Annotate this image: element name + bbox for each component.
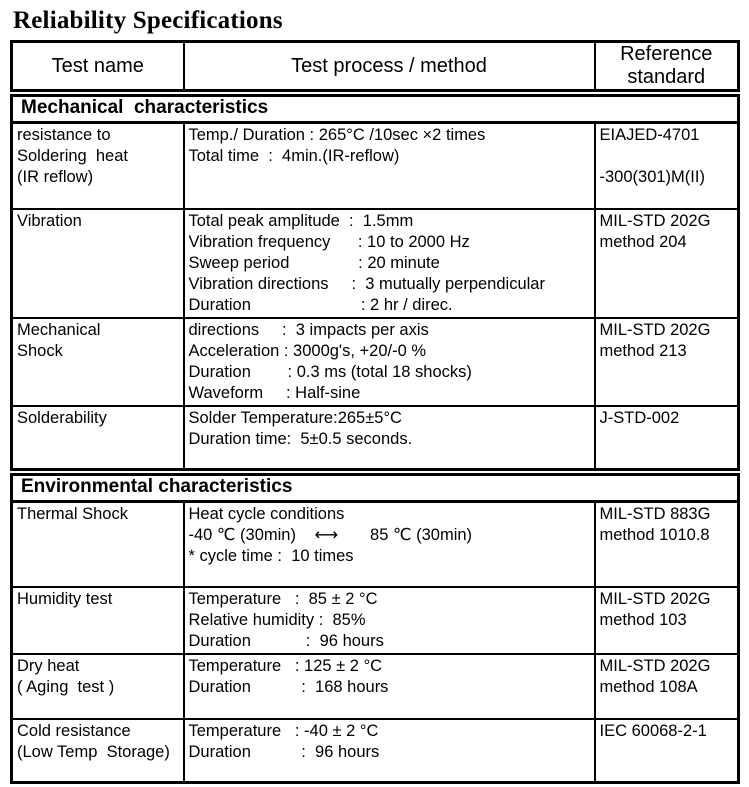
text-line: Vibration directions : 3 mutually perpendicular	[188, 274, 545, 293]
table-row	[12, 318, 739, 406]
standard-cell	[595, 587, 739, 654]
standard-cell	[595, 123, 739, 209]
standard-cell	[595, 719, 739, 783]
table-row	[12, 406, 739, 470]
test-name-cell	[12, 654, 184, 719]
test-name-cell	[12, 587, 184, 654]
text-line: MIL-STD 202G	[599, 211, 711, 230]
process-cell	[184, 502, 595, 587]
text-line: Mechanical	[17, 320, 101, 339]
spec-table	[10, 40, 739, 784]
text-line: Duration : 96 hours	[188, 742, 380, 761]
column-header-standard: Reference standard	[595, 42, 739, 91]
text-line: Temperature : 125 ± 2 °C	[188, 656, 383, 675]
section-band-row	[12, 96, 739, 123]
text-line: Vibration	[17, 211, 82, 230]
text-line: -300(301)M(II)	[599, 168, 705, 186]
test-name-cell	[12, 502, 184, 587]
test-name-cell	[12, 318, 184, 406]
text-line: Duration : 0.3 ms (total 18 shocks)	[188, 362, 472, 381]
table-row	[12, 502, 739, 587]
process-cell	[184, 209, 595, 318]
table-row	[12, 587, 739, 654]
test-name-cell	[12, 209, 184, 318]
standard-cell	[595, 654, 739, 719]
text-line: method 1010.8	[599, 526, 710, 544]
process-cell	[184, 719, 595, 783]
table-row	[12, 123, 739, 209]
text-line: Temperature : -40 ± 2 °C	[188, 721, 379, 740]
text-line: Duration time: 5±0.5 seconds.	[188, 429, 413, 448]
section-band-row	[12, 475, 739, 502]
text-line: EIAJED-4701	[599, 126, 700, 144]
standard-cell	[595, 209, 739, 318]
text-line: method 103	[599, 610, 687, 629]
text-line: directions : 3 impacts per axis	[188, 320, 429, 339]
text-line: Temperature : 85 ± 2 °C	[188, 589, 378, 608]
table-body-sections	[10, 94, 739, 784]
text-line: Temp./ Duration : 265°C /10sec ×2 times	[188, 126, 486, 144]
text-line: Soldering heat	[17, 147, 128, 165]
text-line: (IR reflow)	[17, 168, 94, 186]
text-line: Acceleration : 3000g's, +20/-0 %	[188, 341, 427, 360]
header-row	[12, 42, 739, 91]
document	[0, 7, 749, 787]
process-cell	[184, 587, 595, 654]
text-line: Duration : 168 hours	[188, 677, 389, 696]
text-line: Sweep period : 20 minute	[188, 253, 440, 272]
text-line: resistance to	[17, 126, 111, 144]
text-line	[600, 146, 736, 167]
text-line: J-STD-002	[599, 408, 680, 427]
page-title: Reliability Specifications	[13, 7, 283, 34]
column-header-process: Test process / method	[184, 42, 595, 91]
section-header-label: Mechanical characteristics	[12, 96, 739, 123]
text-line: ( Aging test )	[17, 677, 115, 696]
text-line: Solder Temperature:265±5°C	[188, 408, 402, 427]
text-line: Duration : 96 hours	[188, 631, 384, 650]
text-line: Vibration frequency : 10 to 2000 Hz	[188, 232, 470, 251]
test-name-cell	[12, 123, 184, 209]
standard-cell	[595, 406, 739, 470]
text-line: method 204	[599, 232, 687, 251]
section-header-label: Environmental characteristics	[12, 475, 739, 502]
test-name-cell	[12, 719, 184, 783]
text-line: (Low Temp Storage)	[17, 742, 170, 761]
process-cell	[184, 406, 595, 470]
text-line: MIL-STD 202G	[599, 320, 711, 339]
text-line: Cold resistance	[17, 721, 131, 740]
section-table	[10, 94, 740, 471]
text-line: Total peak amplitude : 1.5mm	[188, 211, 414, 230]
spec-table-header	[10, 40, 740, 92]
text-line: method 213	[599, 341, 687, 360]
text-line: Relative humidity : 85%	[188, 610, 366, 629]
section-table	[10, 473, 740, 784]
text-line: Heat cycle conditions	[188, 505, 345, 523]
table-row	[12, 209, 739, 318]
text-line: * cycle time : 10 times	[188, 547, 354, 565]
text-line: MIL-STD 202G	[599, 656, 711, 675]
text-line: MIL-STD 883G	[599, 505, 711, 523]
process-cell	[184, 123, 595, 209]
standard-cell	[595, 318, 739, 406]
text-line: Shock	[17, 341, 63, 360]
text-line: -40 ℃ (30min) ⟷ 85 ℃ (30min)	[188, 526, 473, 544]
text-line: Duration : 2 hr / direc.	[188, 295, 453, 314]
test-name-cell	[12, 406, 184, 470]
column-header-test-name: Test name	[12, 42, 184, 91]
process-cell	[184, 318, 595, 406]
text-line: MIL-STD 202G	[599, 589, 711, 608]
text-line: Humidity test	[17, 589, 113, 608]
process-cell	[184, 654, 595, 719]
text-line: Waveform : Half-sine	[188, 383, 361, 402]
text-line: Dry heat	[17, 656, 80, 675]
text-line: Total time : 4min.(IR-reflow)	[188, 147, 400, 165]
text-line: IEC 60068-2-1	[599, 721, 707, 740]
text-line: Solderability	[17, 408, 107, 427]
table-row	[12, 719, 739, 783]
standard-cell	[595, 502, 739, 587]
table-row	[12, 654, 739, 719]
text-line: Thermal Shock	[17, 505, 128, 523]
text-line: method 108A	[599, 677, 698, 696]
